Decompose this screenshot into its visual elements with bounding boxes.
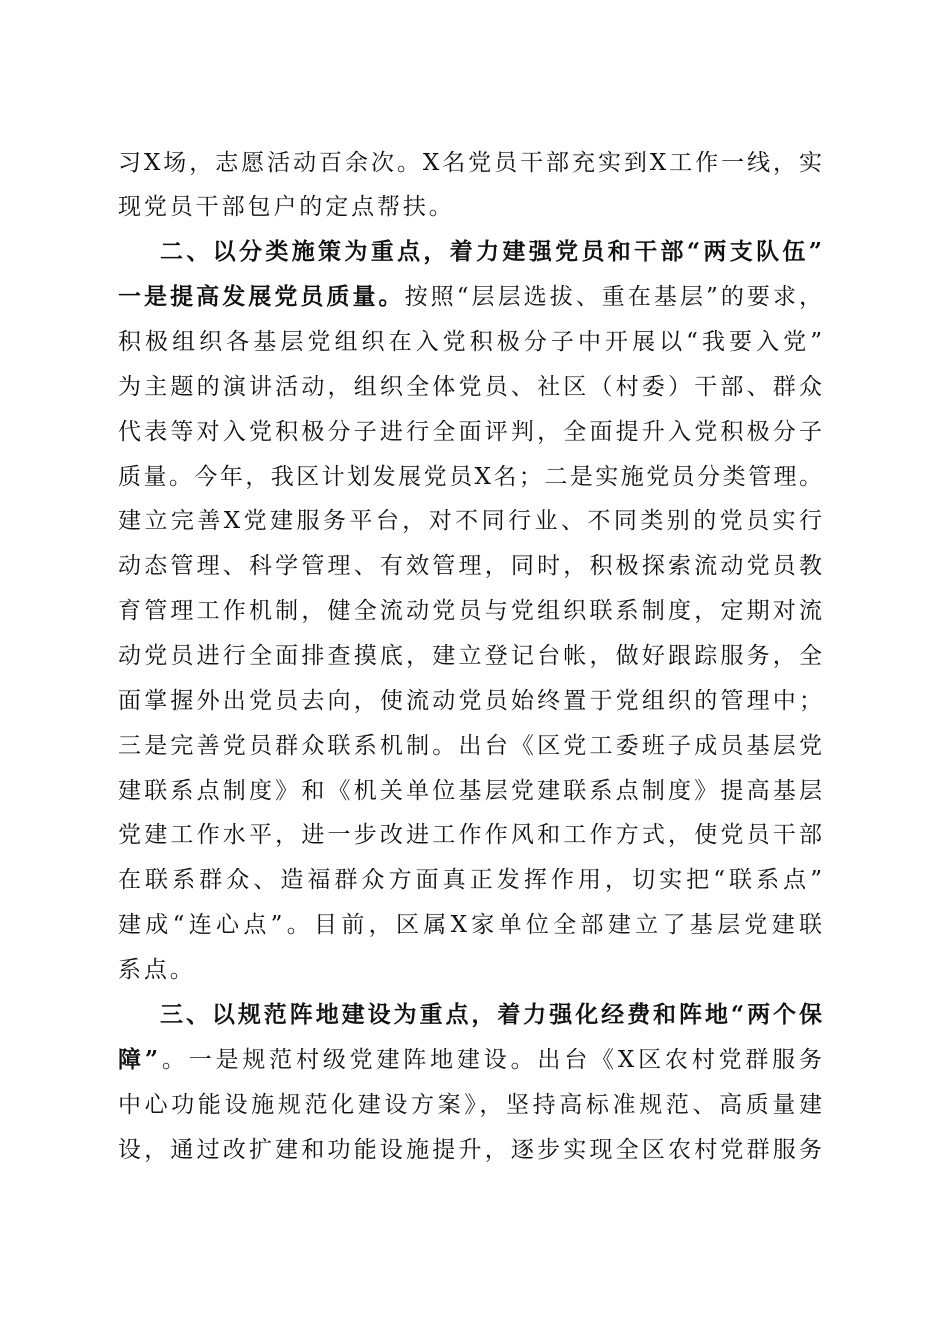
text-segment: 习X场，志愿活动百余次。X名党员干部充实到X工作一线，实 [118,149,822,176]
text-segment: 中心功能设施规范化建设方案》，坚持高标准规范、高质量建 [118,1091,822,1118]
section-heading-3 [160,993,822,1038]
text-line [118,185,822,230]
text-line [118,589,822,634]
text-line [118,679,822,724]
text-line [118,275,822,320]
text-segment: 建立完善X党建服务平台，对不同行业、不同类别的党员实行 [118,508,822,535]
text-line [118,410,822,455]
document-body [118,141,822,1173]
heading-text-continued: 障” [118,1045,159,1073]
text-segment: 按照“层层选拔、重在基层”的要求， [404,284,822,311]
text-line [118,365,822,410]
text-segment: 党建工作水平，进一步改进工作作风和工作方式，使党员干部 [118,822,822,849]
text-segment: 质量。今年，我区计划发展党员X名；二是实施党员分类管理。 [118,463,822,490]
section-heading-2 [160,230,822,275]
text-segment: 育管理工作机制，健全流动党员与党组织联系制度，定期对流 [118,598,822,625]
text-segment: 。一是规范村级党建阵地建设。出台《X区农村党群服务 [158,1046,823,1073]
text-line [118,724,822,769]
text-line [118,455,822,500]
text-segment: 动态管理、科学管理、有效管理，同时，积极探索流动党员教 [118,553,822,580]
text-line [118,1083,822,1128]
text-line [118,858,822,903]
text-segment: 动党员进行全面排查摸底，建立登记台帐，做好跟踪服务，全 [118,643,822,670]
text-line [118,499,822,544]
text-line [118,634,822,679]
text-segment: 为主题的演讲活动，组织全体党员、社区（村委）干部、群众 [118,373,822,400]
text-line [118,141,822,186]
text-line [118,813,822,858]
text-line [118,544,822,589]
text-segment: 代表等对入党积极分子进行全面评判，全面提升入党积极分子 [118,418,822,445]
text-segment: 积极组织各基层党组织在入党积极分子中开展以“我要入党” [118,329,822,356]
text-segment: 在联系群众、造福群众方面真正发挥作用，切实把“联系点” [118,867,822,894]
text-line [118,948,822,993]
heading-text: 二、以分类施策为重点，着力建强党员和干部“两支队伍” [160,238,822,266]
heading-text: 三、以规范阵地建设为重点，着力强化经费和阵地“两个保 [160,1000,822,1028]
text-segment: 设，通过改扩建和功能设施提升，逐步实现全区农村党群服务 [118,1136,822,1163]
text-segment: 现党员干部包户的定点帮扶。 [118,194,455,221]
subheading-text: 一是提高发展党员质量。 [118,283,405,311]
text-line [118,769,822,814]
text-line [118,1038,822,1083]
text-segment: 三是完善党员群众联系机制。出台《区党工委班子成员基层党 [118,732,822,759]
text-line [118,320,822,365]
text-line [118,903,822,948]
text-segment: 系点。 [118,957,196,984]
text-segment: 面掌握外出党员去向，使流动党员始终置于党组织的管理中； [118,687,822,714]
text-line [118,1128,822,1173]
text-segment: 建成“连心点”。目前，区属X家单位全部建立了基层党建联 [118,912,822,939]
text-segment: 建联系点制度》和《机关单位基层党建联系点制度》提高基层 [118,777,822,804]
